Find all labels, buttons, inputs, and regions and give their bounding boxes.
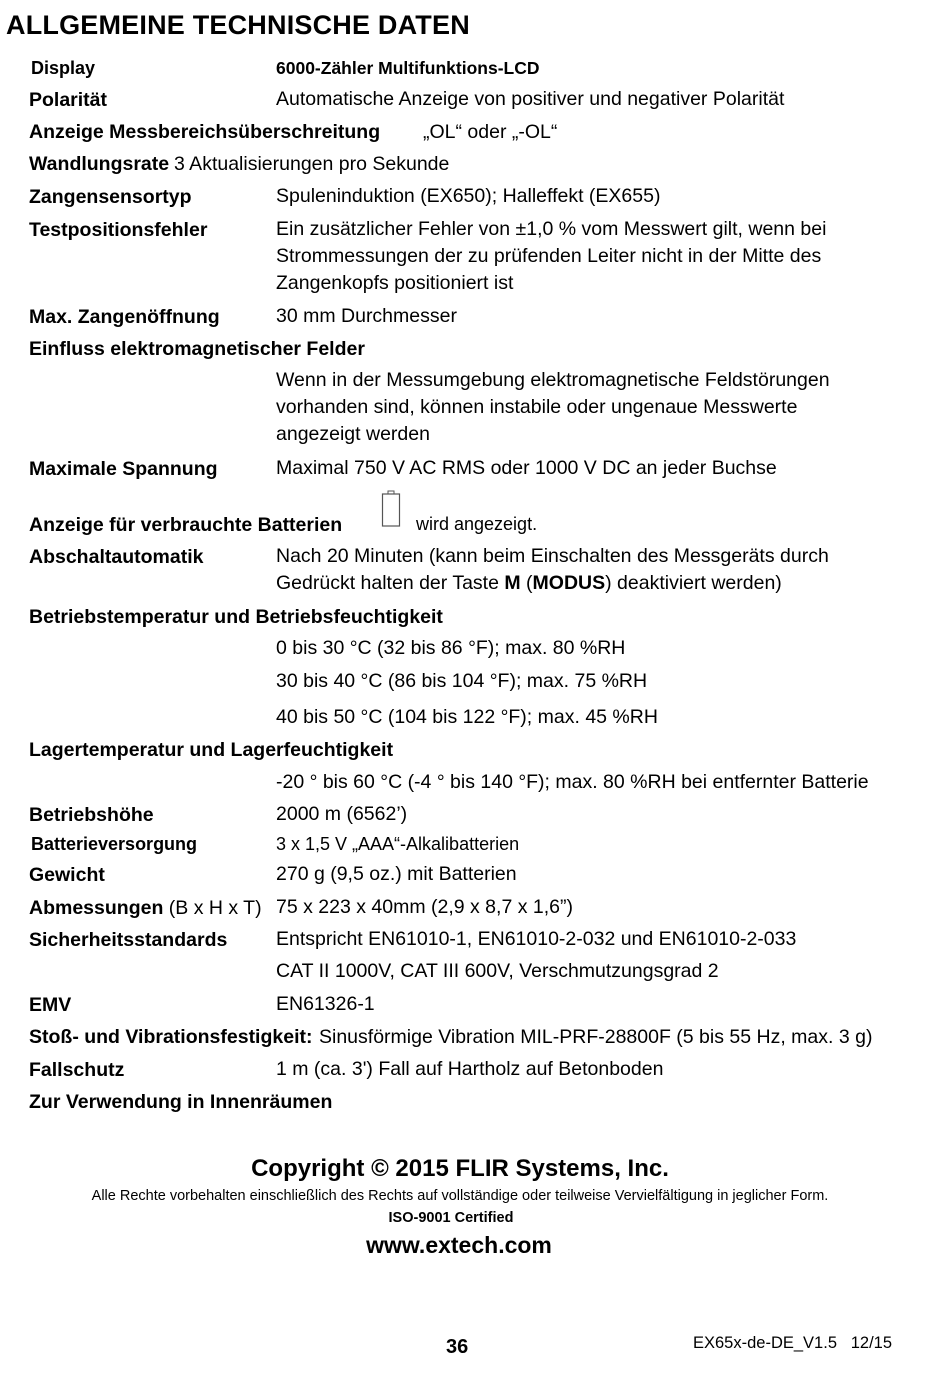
- key-m: M: [504, 572, 521, 594]
- spec-value-batterieversorgung: 3 x 1,5 V „AAA“-Alkalibatterien: [276, 834, 520, 854]
- page-title: ALLGEMEINE TECHNISCHE DATEN: [6, 10, 470, 40]
- spec-label-batterien: Anzeige für verbrauchte Batterien: [29, 514, 343, 536]
- copyright: Copyright © 2015 FLIR Systems, Inc.: [251, 1155, 669, 1182]
- spec-value-emv: EN61326-1: [276, 993, 375, 1015]
- spec-label-zangensensortyp: Zangensensortyp: [29, 186, 192, 208]
- spec-value-wandlungsrate: 3 Aktualisierungen pro Sekunde: [174, 153, 450, 175]
- spec-value-betriebstemperatur-3: 40 bis 50 °C (104 bis 122 °F); max. 45 %RH: [276, 706, 658, 728]
- spec-label-abmessungen: [29, 897, 262, 920]
- spec-value-einfluss-2: vorhanden sind, können instabile oder ungenaue Messwerte: [276, 396, 798, 418]
- spec-value-testpositionsfehler-1: Ein zusätzlicher Fehler von ±1,0 % vom Messwert gilt, wenn bei: [276, 218, 827, 240]
- page-number: 36: [446, 1336, 469, 1358]
- abmessungen-label-suffix: (B x H x T): [163, 897, 262, 919]
- spec-value-abschaltautomatik-2: [276, 570, 782, 597]
- spec-label-lagertemperatur: Lagertemperatur und Lagerfeuchtigkeit: [29, 739, 394, 761]
- spec-value-betriebstemperatur-2: 30 bis 40 °C (86 bis 104 °F); max. 75 %RH: [276, 670, 648, 692]
- rights-notice: Alle Rechte vorbehalten einschließlich des Rechts auf vollständige oder teilweise Vervielfältigung in jeglicher Form.: [91, 1188, 829, 1204]
- spec-value-abschaltautomatik-1: Nach 20 Minuten (kann beim Einschalten des Messgeräts durch: [276, 545, 829, 567]
- spec-value-einfluss-1: Wenn in der Messumgebung elektromagnetische Feldstörungen: [276, 369, 830, 391]
- spec-label-wandlungsrate: Wandlungsrate: [29, 153, 170, 175]
- spec-label-testpositionsfehler: Testpositionsfehler: [29, 219, 208, 241]
- document-id: EX65x-de-DE_V1.5 12/15: [693, 1334, 893, 1352]
- spec-label-ueberschreitung: Anzeige Messbereichsüberschreitung: [29, 121, 381, 143]
- spec-value-ueberschreitung: „OL“ oder „-OL“: [423, 121, 558, 143]
- spec-value-lagertemperatur: -20 ° bis 60 °C (-4 ° bis 140 °F); max. 80 %RH bei entfernter Batterie: [276, 771, 869, 793]
- spec-label-polaritaet: Polarität: [29, 89, 108, 111]
- spec-value-testpositionsfehler-3: Zangenkopfs positioniert ist: [276, 272, 514, 294]
- spec-label-betriebstemperatur: Betriebstemperatur und Betriebsfeuchtigkeit: [29, 606, 443, 628]
- spec-label-gewicht: Gewicht: [29, 864, 105, 886]
- spec-value-batterien: wird angezeigt.: [416, 514, 538, 534]
- spec-value-stoss: Sinusförmige Vibration MIL-PRF-28800F (5 bis 55 Hz, max. 3 g): [319, 1026, 873, 1048]
- spec-label-innen: Zur Verwendung in Innenräumen: [29, 1091, 333, 1113]
- spec-value-betriebshoehe: 2000 m (6562’): [276, 803, 408, 825]
- abmessungen-label-bold: Abmessungen: [29, 897, 164, 919]
- spec-label-emv: EMV: [29, 994, 72, 1016]
- spec-value-einfluss-3: angezeigt werden: [276, 423, 430, 445]
- spec-value-sicherheit-1: Entspricht EN61010-1, EN61010-2-032 und EN61010-2-033: [276, 928, 797, 950]
- battery-icon: [381, 490, 401, 528]
- spec-label-sicherheit: Sicherheitsstandards: [29, 929, 228, 951]
- iso-certification: ISO-9001 Certified: [388, 1210, 514, 1226]
- spec-value-fallschutz: 1 m (ca. 3') Fall auf Hartholz auf Betonboden: [276, 1058, 664, 1080]
- spec-label-einfluss: Einfluss elektromagnetischer Felder: [29, 338, 365, 360]
- spec-value-zangenoeffnung: 30 mm Durchmesser: [276, 305, 457, 327]
- abschalt-text-pre: Gedrückt halten der Taste: [276, 572, 505, 594]
- spec-value-betriebstemperatur-1: 0 bis 30 °C (32 bis 86 °F); max. 80 %RH: [276, 637, 626, 659]
- spec-label-stoss: Stoß- und Vibrationsfestigkeit:: [29, 1026, 313, 1048]
- spec-label-display: Display: [31, 58, 96, 78]
- spec-value-zangensensortyp: Spuleninduktion (EX650); Halleffekt (EX655): [276, 185, 661, 207]
- spec-value-sicherheit-2: CAT II 1000V, CAT III 600V, Verschmutzungsgrad 2: [276, 960, 719, 982]
- spec-label-betriebshoehe: Betriebshöhe: [29, 804, 154, 826]
- abschalt-text-mid: (: [520, 572, 533, 594]
- spec-value-abmessungen: 75 x 223 x 40mm (2,9 x 8,7 x 1,6”): [276, 896, 573, 918]
- spec-label-abschaltautomatik: Abschaltautomatik: [29, 546, 204, 568]
- spec-value-gewicht: 270 g (9,5 oz.) mit Batterien: [276, 863, 517, 885]
- spec-value-spannung: Maximal 750 V AC RMS oder 1000 V DC an jeder Buchse: [276, 457, 777, 479]
- key-modus: MODUS: [532, 572, 606, 594]
- spec-label-fallschutz: Fallschutz: [29, 1059, 125, 1081]
- spec-value-display: 6000-Zähler Multifunktions-LCD: [276, 58, 540, 78]
- spec-label-zangenoeffnung: Max. Zangenöffnung: [29, 306, 220, 328]
- abschalt-text-post: ) deaktiviert werden): [605, 572, 782, 594]
- spec-value-polaritaet: Automatische Anzeige von positiver und negativer Polarität: [276, 88, 785, 110]
- spec-value-testpositionsfehler-2: Strommessungen der zu prüfenden Leiter nicht in der Mitte des: [276, 245, 822, 267]
- website-link[interactable]: www.extech.com: [366, 1232, 552, 1258]
- spec-label-spannung: Maximale Spannung: [29, 458, 218, 480]
- spec-label-batterieversorgung: Batterieversorgung: [31, 834, 198, 854]
